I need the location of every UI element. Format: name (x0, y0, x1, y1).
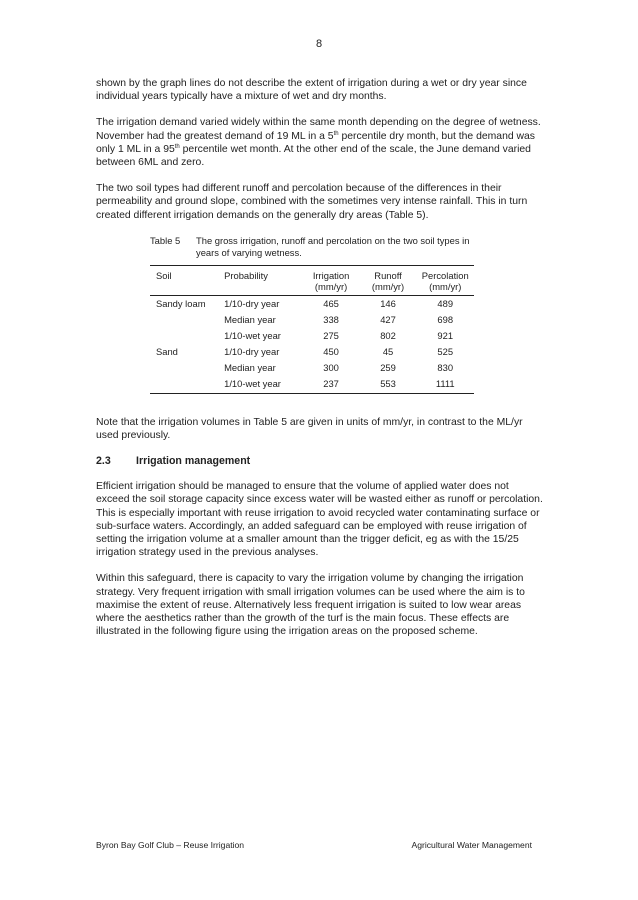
header-percolation-unit: (mm/yr) (429, 281, 462, 293)
header-runoff (360, 265, 417, 295)
header-soil: Soil (150, 265, 224, 295)
paragraph-3 (96, 182, 544, 222)
cell-percolation: 921 (437, 329, 454, 341)
header-irrigation-label: Irrigation (312, 269, 350, 281)
cell-percolation: 830 (437, 361, 454, 373)
cell-probability: Median year (224, 313, 276, 325)
cell-probability: Median year (224, 361, 276, 373)
paragraph-2 (96, 116, 544, 169)
table-caption-label: Table 5 (150, 234, 181, 246)
cell-probability: 1/10-wet year (224, 329, 281, 341)
cell-irrigation: 465 (323, 297, 339, 309)
cell-runoff: 553 (360, 376, 417, 394)
cell-runoff: 146 (380, 297, 396, 309)
table-row (150, 360, 474, 376)
table-caption-text: The gross irrigation, runoff and percolation on the two soil types in years of varying wetness. (196, 234, 470, 258)
section-title: Irrigation management (136, 455, 251, 468)
table-row (150, 295, 474, 312)
page-number: 8 (315, 38, 323, 50)
cell-soil (150, 360, 224, 376)
header-runoff-unit: (mm/yr) (371, 281, 405, 293)
header-runoff-label: Runoff (374, 269, 402, 281)
section-number: 2.3 (96, 455, 111, 468)
cell-soil: Sandy loam (156, 297, 206, 309)
section-heading (96, 455, 544, 468)
footer-left: Byron Bay Golf Club – Reuse Irrigation (96, 840, 245, 850)
cell-probability: 1/10-dry year (224, 297, 280, 309)
header-irrigation-unit: (mm/yr) (314, 281, 348, 293)
cell-runoff: 259 (380, 361, 396, 373)
cell-soil: Sand (156, 345, 178, 357)
header-percolation (416, 265, 474, 295)
paragraph-2-text-b: percentile dry month, but the demand was only 1 ML in a 95 (96, 130, 535, 155)
header-irrigation (303, 265, 360, 295)
table-header-row (150, 265, 474, 295)
page-footer (96, 840, 532, 850)
cell-irrigation: 300 (323, 361, 339, 373)
cell-irrigation: 275 (323, 329, 339, 341)
table-row (150, 328, 474, 344)
header-probability: Probability (224, 265, 302, 295)
paragraph-1-text: shown by the graph lines do not describe the extent of irrigation during a wet or dry year since individual years typically have a mixture of wet and dry months. (96, 78, 527, 103)
cell-probability: 1/10-wet year (224, 376, 302, 394)
table-caption (150, 235, 490, 259)
cell-irrigation: 450 (323, 345, 339, 357)
table-note: Note that the irrigation volumes in Table 5 are given in units of mm/yr, in contrast to the ML/yr used previously. (96, 416, 523, 442)
table-row (150, 344, 474, 360)
cell-percolation: 698 (437, 313, 454, 325)
cell-percolation: 489 (437, 297, 454, 309)
footer-right: Agricultural Water Management (411, 840, 532, 850)
cell-runoff: 802 (380, 329, 396, 341)
page-content (96, 77, 544, 651)
cell-irrigation: 338 (323, 313, 339, 325)
paragraph-2-text-a: The irrigation demand varied widely within the same month depending on the degree of wetness. November had the greatest demand of 19 ML in a 5 (96, 117, 541, 142)
paragraph-2-text-c: percentile wet month. At the other end of the scale, the June demand varied between 6ML and zero. (96, 143, 531, 169)
cell-soil (150, 376, 224, 394)
paragraph-5: Within this safeguard, there is capacity to vary the irrigation volume by changing the irrigation strategy. Very frequent irrigation with small irrigation volumes can be used where the aim is to maximise the extent of reuse. Alternatively less frequent irrigation is suited to low wear areas where the aesthetics rather than the growth of the turf is the main focus. These effects are illustrated in the following figure using the irrigation areas on the proposed scheme. (96, 573, 525, 638)
cell-percolation: 1111 (416, 376, 474, 394)
cell-probability: 1/10-dry year (224, 345, 280, 357)
superscript-th: th (333, 130, 339, 137)
table-5 (150, 235, 490, 394)
cell-runoff: 45 (382, 345, 394, 357)
paragraph-1 (96, 77, 544, 103)
paragraph-3-text: The two soil types had different runoff and percolation because of the differences in their permeability and ground slope, combined with the sometimes very intense rainfall. This in turn created different irrigation demands on the generally dry areas (Table 5). (96, 183, 528, 221)
table-row (150, 312, 474, 328)
cell-soil (150, 312, 224, 328)
header-percolation-label: Percolation (421, 269, 469, 281)
data-table (150, 265, 474, 394)
paragraph-4: Efficient irrigation should be managed to ensure that the volume of applied water does not exceed the soil storage capacity since excess water will be wasted either as runoff or percolation. This is especially important with reuse irrigation to avoid recycled water contaminating surface or sub-surface waters. Accordingly, an added safeguard can be employed with reuse irrigation of setting the irrigation volume at a smaller amount than the trigger deficit, eg as with the 15/25 irrigation strategy used in the previous analyses. (96, 481, 543, 559)
cell-irrigation: 237 (303, 376, 360, 394)
cell-soil (150, 328, 224, 344)
cell-runoff: 427 (380, 313, 396, 325)
superscript-th: th (174, 143, 180, 150)
cell-percolation: 525 (437, 345, 454, 357)
table-row (150, 376, 474, 394)
